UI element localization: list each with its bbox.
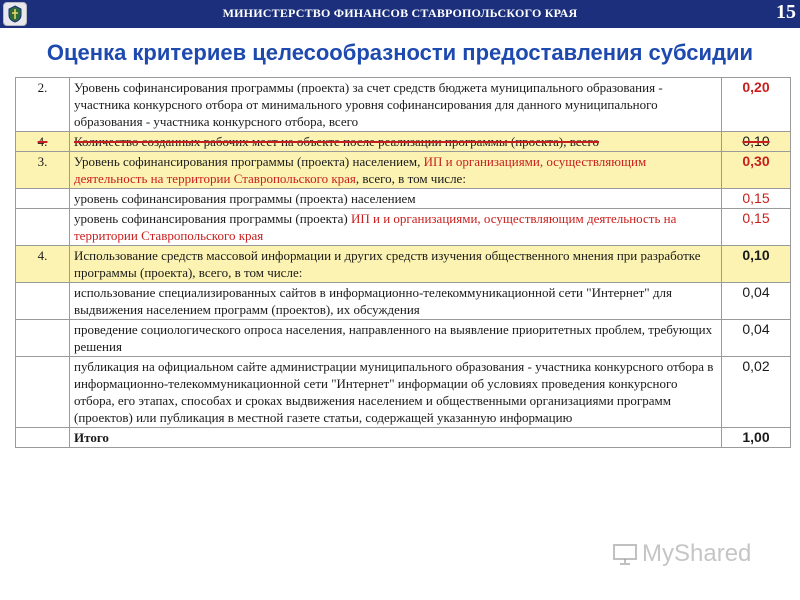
table-row — [16, 152, 791, 189]
table-row — [16, 320, 791, 357]
row-number — [16, 209, 70, 246]
criterion-text-highlight: ИП и и организациями, осуществляющим деятельность на территории Ставропольского края — [74, 211, 677, 243]
table-row — [16, 357, 791, 428]
total-label: Итого — [70, 428, 722, 448]
criterion-weight: 0,15 — [742, 190, 770, 206]
row-number: 4. — [37, 134, 48, 149]
criterion-text-tail: , всего, в том числе: — [355, 171, 466, 186]
criterion-weight: 0,04 — [742, 284, 770, 300]
row-number: 2. — [16, 78, 70, 132]
criterion-text: Использование средств массовой информации и других средств изучения общественного мнения при разработке программы (проекта), всего, в том числе: — [70, 246, 722, 283]
table-row — [16, 246, 791, 283]
watermark-text: MyShared — [642, 540, 752, 567]
table-row — [16, 78, 791, 132]
criterion-text: Уровень софинансирования программы (проекта) за счет средств бюджета муниципального образования - участника конкурсного отбора от минимального уровня софинансирования для данного муниципального образования - участника конкурсного отбора, всего — [70, 78, 722, 132]
presentation-screen-icon — [612, 543, 638, 565]
table-row-struck — [16, 132, 791, 152]
ministry-name: МИНИСТЕРСТВО ФИНАНСОВ СТАВРОПОЛЬСКОГО КРАЯ — [222, 6, 578, 20]
row-number — [16, 283, 70, 320]
criterion-weight: 0,15 — [742, 210, 770, 226]
row-number — [16, 428, 70, 448]
total-row — [16, 428, 791, 448]
page-number: 15 — [776, 1, 796, 23]
criterion-text: уровень софинансирования программы (проекта) — [74, 211, 351, 226]
criterion-text-highlight: ИП и организациями, осуществляющим деятельность на территории Ставропольского края — [74, 154, 647, 186]
criterion-text: использование специализированных сайтов в информационно-телекоммуникационной сети "Интернет" для выдвижения населением программ (проектов), их обсуждения — [70, 283, 722, 320]
criterion-text: публикация на официальном сайте администрации муниципального образования - участника конкурсного отбора в информационно-телекоммуникационной сети "Интернет" информации об условиях проведения конкурсного отбора, его этапах, способах и сроках выдвижения населением и общественными организациями программ (проектов) или публикация в местной газете статьи, содержащей указанную информацию — [70, 357, 722, 428]
criterion-text: проведение социологического опроса населения, направленного на выявление приоритетных проблем, требующих решения — [70, 320, 722, 357]
criterion-weight: 0,20 — [742, 79, 770, 95]
criterion-text: Уровень софинансирования программы (проекта) населением, — [74, 154, 424, 169]
criterion-weight: 0,30 — [742, 153, 770, 169]
criterion-weight: 0,04 — [742, 321, 770, 337]
table-row — [16, 283, 791, 320]
row-number — [16, 320, 70, 357]
criterion-weight: 0,02 — [742, 358, 770, 374]
row-number: 4. — [16, 246, 70, 283]
total-value: 1,00 — [742, 429, 770, 445]
criterion-text: уровень софинансирования программы (проекта) населением — [70, 189, 722, 209]
page-title: Оценка критериев целесообразности предоставления субсидии — [46, 40, 754, 65]
row-number — [16, 357, 70, 428]
criterion-text: Количество созданных рабочих мест на объекте после реализации программы (проекта), всего — [74, 134, 599, 149]
table-row — [16, 189, 791, 209]
criteria-table — [15, 77, 791, 448]
watermark — [612, 540, 751, 568]
criterion-weight: 0,10 — [742, 133, 770, 149]
criterion-weight: 0,10 — [742, 247, 770, 263]
table-row — [16, 209, 791, 246]
row-number — [16, 189, 70, 209]
row-number: 3. — [16, 152, 70, 189]
header-bar — [0, 0, 800, 28]
